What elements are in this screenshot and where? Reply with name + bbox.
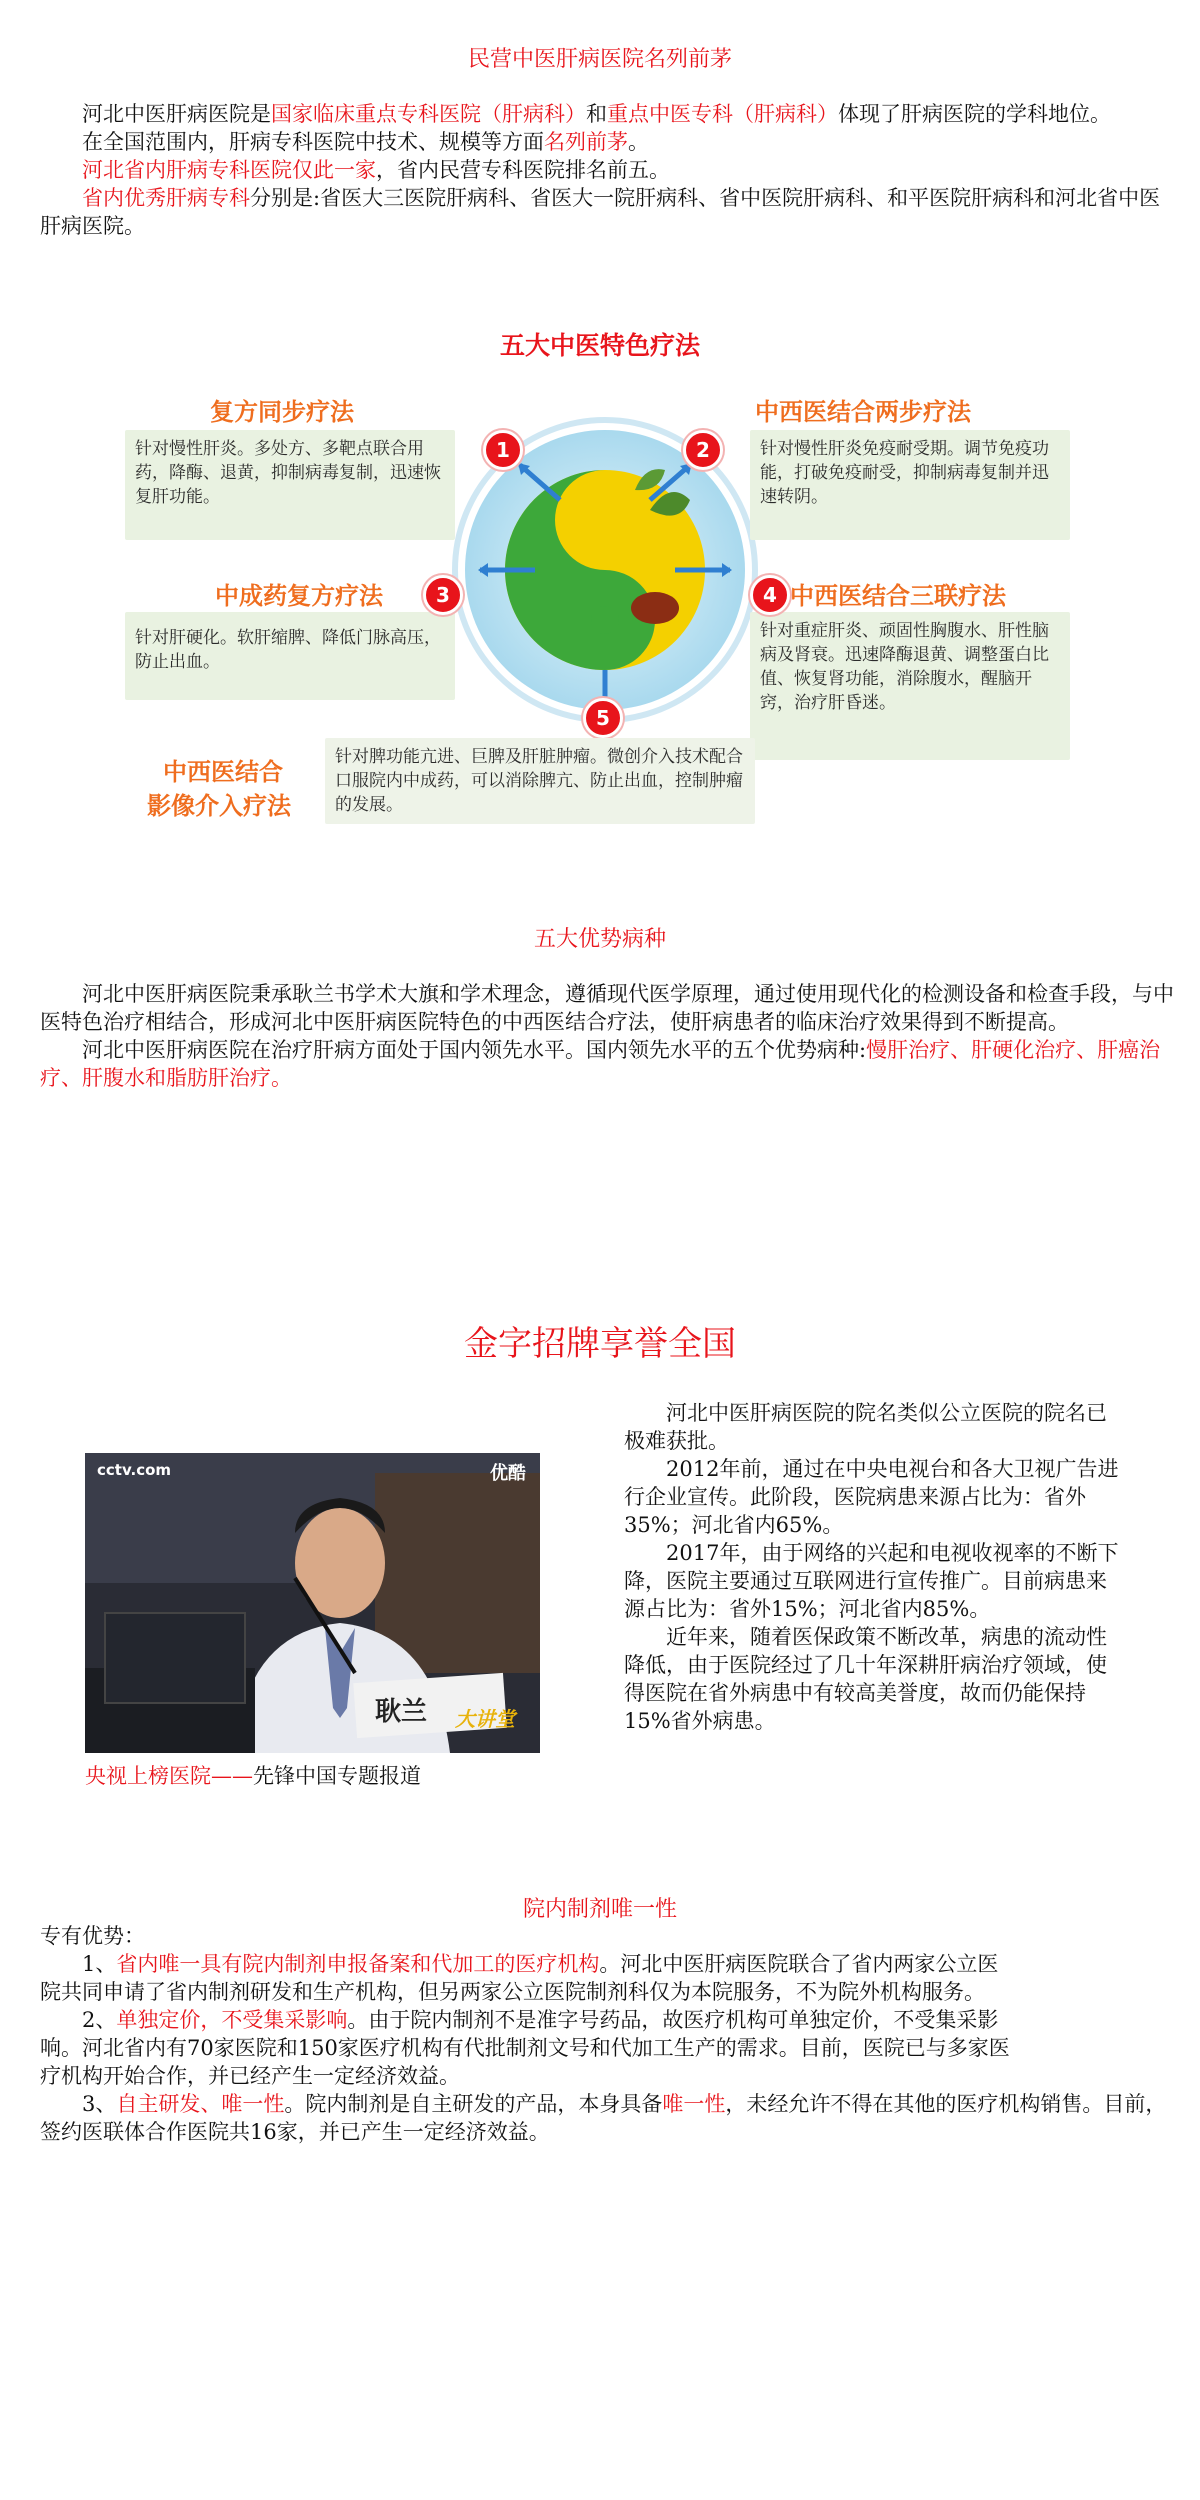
paragraph <box>40 184 1180 240</box>
text: 河北中医肝病医院在治疗肝病方面处于国内领先水平。国内领先水平的五个优势病种: <box>82 1038 867 1062</box>
paragraph <box>40 156 1180 184</box>
advantage-item-1 <box>40 1950 1180 1978</box>
therapy-2-number: 2 <box>683 430 723 470</box>
item-number: 3、 <box>82 2092 117 2116</box>
text: 。院内制剂是自主研发的产品，本身具备 <box>284 2092 663 2116</box>
highlight-text: 唯一性 <box>662 2092 726 2116</box>
therapy-1-desc: 针对慢性肝炎。多处方、多靶点联合用药，降酶、退黄，抑制病毒复制，迅速恢复肝功能。 <box>125 430 455 540</box>
text: ，省内民营专科医院排名前五。 <box>376 158 670 182</box>
text: 先锋中国专题报道 <box>253 1764 421 1788</box>
highlight-text: 单独定价，不受集采影响 <box>116 2008 348 2032</box>
paragraph: 2012年前，通过在中央电视台和各大卫视广告进行企业宣传。此阶段，医院病患来源占比为：省外35%；河北省内65%。 <box>624 1457 1119 1537</box>
text: 。由于院内制剂不是准字号药品，故医疗机构可单独定价，不受集采影 <box>347 2008 999 2032</box>
text: ，未经允许不得在其他的医疗机构销售。目前，签约医联体合作医院共16家，并已产生一定经济效益。 <box>40 2092 1167 2144</box>
therapy-2-title: 中西医结合两步疗法 <box>755 398 971 426</box>
therapy-4-desc: 针对重症肝炎、顽固性胸腹水、肝性脑病及肾衰。迅速降酶退黄、调整蛋白比值、恢复肾功能，消除腹水，醒脑开窍，治疗肝昏迷。 <box>750 612 1070 760</box>
text: 分别是:省医大三医院肝病科、省医大一院肝病科、省中医院肝病科、和平医院肝病科和河北省中医肝病医院。 <box>40 186 1161 238</box>
cctv-logo: cctv.com <box>97 1461 172 1479</box>
section-title-in-house-preparations: 院内制剂唯一性 <box>522 1897 677 1922</box>
text: 。河北中医肝病医院联合了省内两家公立医 <box>599 1952 999 1976</box>
text: 疗机构开始合作，并已经产生一定经济效益。 <box>40 2064 460 2088</box>
text: 。 <box>628 130 649 154</box>
cctv-video-still <box>85 1453 540 1753</box>
therapy-1-title: 复方同步疗法 <box>210 398 354 426</box>
paragraph: 河北中医肝病医院秉承耿兰书学术大旗和学术理念，遵循现代医学原理，通过使用现代化的检测设备和检查手段，与中医特色治疗相结合，形成河北中医肝病医院特色的中西医结合疗法，使肝病患者的临床治疗效果得到不断提高。 <box>40 982 1174 1034</box>
paragraph <box>40 1036 1180 1092</box>
rankings-text <box>40 100 1180 240</box>
paragraph: 近年来，随着医保政策不断改革，病患的流动性降低，由于医院经过了几十年深耕肝病治疗领域，使得医院在省外病患中有较高美誉度，故而仍能保持15%省外病患。 <box>624 1625 1107 1733</box>
text: 河北中医肝病医院是 <box>82 102 271 126</box>
highlight-text: 河北省内肝病专科医院仅此一家 <box>82 158 376 182</box>
section-title-gold-brand: 金字招牌享誉全国 <box>464 1324 736 1364</box>
advantage-item-3 <box>40 2090 1180 2146</box>
therapy-3-title: 中成药复方疗法 <box>215 582 383 610</box>
therapy-5-number: 5 <box>583 698 623 738</box>
section-title-advantage-diseases: 五大优势病种 <box>533 927 666 952</box>
text: 响。河北省内有70家医院和150家医疗机构有代批制剂文号和代加工生产的需求。目前，医院已与多家医 <box>40 2036 1010 2060</box>
highlight-text: 名列前茅 <box>544 130 628 154</box>
highlight-text: 慢肝治疗、肝硬化治疗、肝癌治疗、肝腹水和脂肪肝治疗。 <box>40 1038 1161 1090</box>
section-title-rankings: 民营中医肝病医院名列前茅 <box>467 47 732 72</box>
text: 在全国范围内，肝病专科医院中技术、规模等方面 <box>82 130 544 154</box>
therapy-4-title: 中西医结合三联疗法 <box>790 582 1006 610</box>
program-logo: 大讲堂 <box>455 1707 515 1731</box>
therapy-4-number: 4 <box>750 575 790 615</box>
therapy-3-number: 3 <box>423 575 463 615</box>
advantage-diseases-text <box>40 980 1180 1092</box>
paragraph <box>40 128 1180 156</box>
highlight-text: 自主研发、唯一性 <box>116 2092 285 2116</box>
text: 和 <box>586 102 607 126</box>
highlight-text: 省内唯一具有院内制剂申报备案和代加工的医疗机构 <box>116 1952 600 1976</box>
highlight-text: 重点中医专科（肝病科） <box>607 102 838 126</box>
therapy-2-desc: 针对慢性肝炎免疫耐受期。调节免疫功能，打破免疫耐受，抑制病毒复制并迅速转阴。 <box>750 430 1070 540</box>
highlight-text: 国家临床重点专科医院（肝病科） <box>271 102 586 126</box>
text: 体现了肝病医院的学科地位。 <box>838 102 1111 126</box>
highlight-text: 央视上榜医院—— <box>85 1764 253 1788</box>
paragraph: 2017年，由于网络的兴起和电视收视率的不断下降，医院主要通过互联网进行宣传推广。目前病患来源占比为：省外15%；河北省内85%。 <box>624 1541 1119 1621</box>
advantage-item-2 <box>40 2006 1180 2034</box>
diagram-title: 五大中医特色疗法 <box>499 331 700 360</box>
therapy-1-number: 1 <box>483 430 523 470</box>
gold-brand-text <box>624 1399 1124 1735</box>
highlight-text: 省内优秀肝病专科 <box>82 186 250 210</box>
nameplate-text: 耿兰 <box>375 1697 428 1727</box>
video-caption <box>85 1760 421 1790</box>
therapy-3-desc: 针对肝硬化。软肝缩脾、降低门脉高压，防止出血。 <box>125 612 455 700</box>
paragraph: 河北中医肝病医院的院名类似公立医院的院名已极难获批。 <box>624 1401 1107 1453</box>
text: 院共同申请了省内制剂研发和生产机构，但另两家公立医院制剂科仅为本院服务，不为院外机构服务。 <box>40 1980 985 2004</box>
item-number: 1、 <box>82 1952 117 1976</box>
paragraph <box>40 100 1180 128</box>
therapy-5-desc: 针对脾功能亢进、巨脾及肝脏肿瘤。微创介入技术配合口服院内中成药，可以消除脾亢、防止出血，控制肿瘤的发展。 <box>325 738 755 824</box>
in-house-preparations-text <box>40 1922 1180 2146</box>
therapy-diagram <box>125 320 1075 832</box>
youku-logo: 优酷 <box>490 1463 526 1484</box>
lead-text: 专有优势： <box>40 1924 145 1948</box>
item-number: 2、 <box>82 2008 117 2032</box>
therapy-5-title-line2: 影像介入疗法 <box>147 792 291 820</box>
therapy-5-title-line1: 中西医结合 <box>163 758 283 786</box>
